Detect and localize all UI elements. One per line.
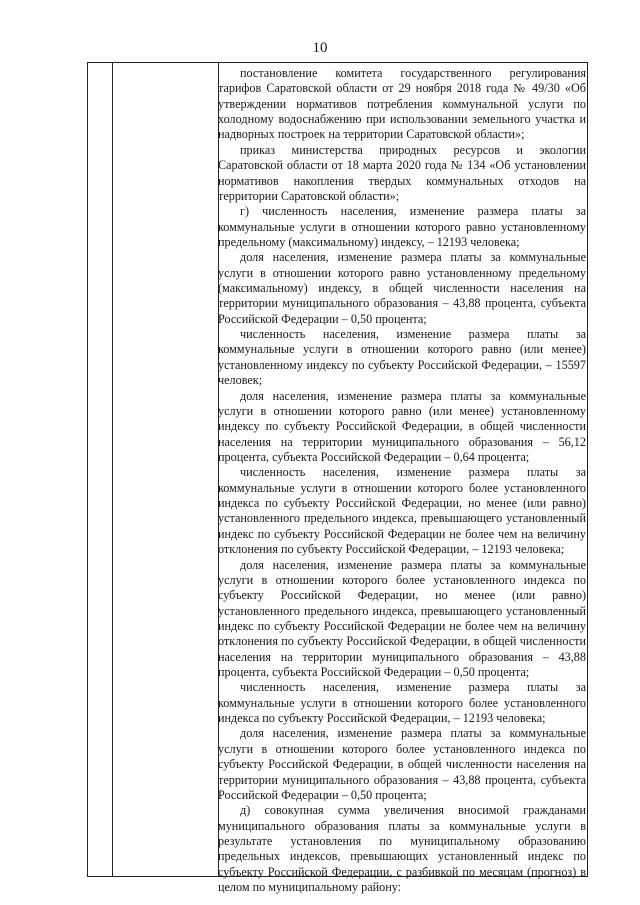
paragraph-total-increase: д) совокупная сумма увеличения вносимой гражданами муниципального образования платы за коммунальные услуги в результате установления по муниципальному образованию предельных индексов, превышающих установленный индекс по субъекту Российской Федерации, с разбивкой по месяцам (прогноз) в целом по муниципальному району: xyxy=(218,803,586,895)
paragraph-population-equal-or-less: численность населения, изменение размера платы за коммунальные услуги в отношении которого равно (или менее) установленному индексу по субъекту Российской Федерации, – 15597 человек; xyxy=(218,327,586,388)
paragraph-share-equal-or-less: доля населения, изменение размера платы за коммунальные услуги в отношении которого равно (или менее) установленному индексу по субъекту Российской Федерации, в общей численности населения на территории муниципального образования – 56,12 процента, субъекта Российской Федерации – 0,64 процента; xyxy=(218,388,586,464)
paragraph-population-above-index: численность населения, изменение размера платы за коммунальные услуги в отношении которого более установленного индекса по субъекту Российской Федерации, – 12193 человека; xyxy=(218,680,586,726)
paragraph-order-waste: приказ министерства природных ресурсов и экологии Саратовской области от 18 марта 2020 года № 134 «Об установлении нормативов накопления твердых коммунальных отходов на территории Саратовской области»; xyxy=(218,142,586,203)
table-text-cell xyxy=(218,66,586,895)
paragraph-share-equal-max: доля населения, изменение размера платы за коммунальные услуги в отношении которого равно установленному предельному (максимальному) индексу, в общей численности населения на территории муниципального образования – 43,88 процента, субъекта Российской Федерации – 0,50 процента; xyxy=(218,250,586,326)
paragraph-share-above-index: доля населения, изменение размера платы за коммунальные услуги в отношении которого более установленного индекса по субъекту Российской Федерации, в общей численности населения на территории муниципального образования – 43,88 процента, субъекта Российской Федерации – 0,50 процента; xyxy=(218,726,586,802)
page-number: 10 xyxy=(312,40,328,56)
paragraph-resolution-water: постановление комитета государственного регулирования тарифов Саратовской области от 29 ноября 2018 года № 49/30 «Об утверждении нормативов потребления коммунальной услуги по холодному водоснабжению при использовании земельного участка и надворных построек на территории Саратовской области»; xyxy=(218,66,586,142)
table-column-divider xyxy=(112,63,113,876)
paragraph-population-equal-max: г) численность населения, изменение размера платы за коммунальные услуги в отношении которого равно установленному предельному (максимальному) индексу, – 12193 человека; xyxy=(218,204,586,249)
paragraph-population-within-deviation: численность населения, изменение размера платы за коммунальные услуги в отношении которого более установленного индекса по субъекту Российской Федерации, но менее (или равно) установленного предельного индекса, превышающего установленный индекс по субъекту Российской Федерации не более чем на величину отклонения по субъекту Российской Федерации, – 12193 человека; xyxy=(218,465,586,557)
paragraph-share-within-deviation: доля населения, изменение размера платы за коммунальные услуги в отношении которого более установленного индекса по субъекту Российской Федерации, но менее (или равно) установленного предельного индекса, превышающего установленный индекс по субъекту Российской Федерации не более чем на величину отклонения по субъекту Российской Федерации, в общей численности населения на территории муниципального образования – 43,88 процента, субъекта Российской Федерации – 0,50 процента; xyxy=(218,557,586,680)
